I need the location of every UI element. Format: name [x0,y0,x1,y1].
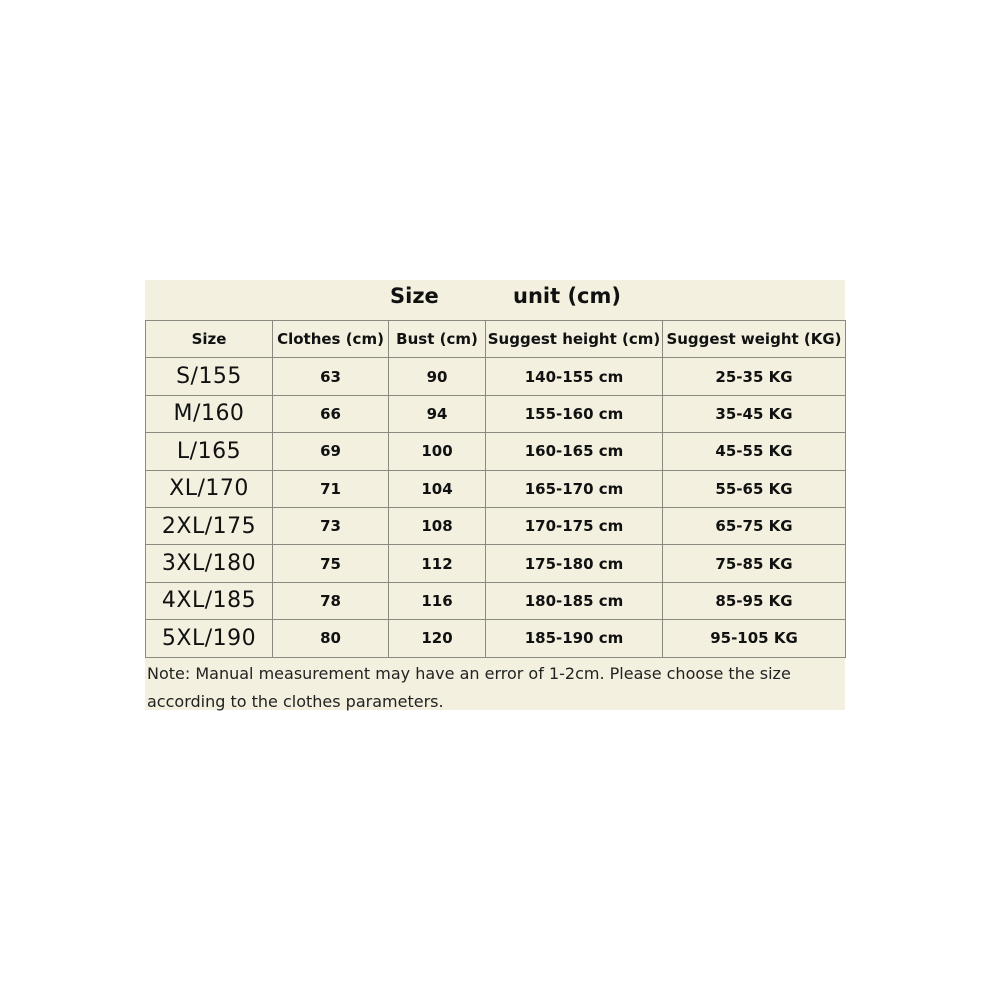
table-row [146,358,846,395]
size-chart [145,280,845,710]
clothes-cell: 71 [273,470,389,507]
measurement-note [147,660,837,716]
clothes-cell: 63 [273,358,389,395]
header-row [146,321,846,358]
header-height: Suggest height (cm) [486,321,663,358]
weight-cell: 25-35 KG [663,358,846,395]
bust-cell: 104 [389,470,486,507]
header-bust: Bust (cm) [389,321,486,358]
size-cell: L/165 [146,433,273,470]
height-cell: 185-190 cm [486,620,663,657]
size-cell: XL/170 [146,470,273,507]
table-row [146,395,846,432]
size-cell: 4XL/185 [146,582,273,619]
size-cell: 5XL/190 [146,620,273,657]
weight-cell: 95-105 KG [663,620,846,657]
size-cell: M/160 [146,395,273,432]
clothes-cell: 66 [273,395,389,432]
height-cell: 170-175 cm [486,507,663,544]
bust-cell: 112 [389,545,486,582]
clothes-cell: 78 [273,582,389,619]
table-row [146,545,846,582]
height-cell: 160-165 cm [486,433,663,470]
weight-cell: 75-85 KG [663,545,846,582]
title-size: Size [390,284,439,308]
header-weight: Suggest weight (KG) [663,321,846,358]
title-unit: unit (cm) [513,284,621,308]
size-cell: 2XL/175 [146,507,273,544]
clothes-cell: 69 [273,433,389,470]
table-row [146,470,846,507]
height-cell: 155-160 cm [486,395,663,432]
bust-cell: 90 [389,358,486,395]
bust-cell: 100 [389,433,486,470]
size-cell: 3XL/180 [146,545,273,582]
bust-cell: 116 [389,582,486,619]
weight-cell: 45-55 KG [663,433,846,470]
note-line-1: Note: Manual measurement may have an error of 1-2cm. Please choose the size [147,664,791,683]
bust-cell: 108 [389,507,486,544]
height-cell: 180-185 cm [486,582,663,619]
size-cell: S/155 [146,358,273,395]
clothes-cell: 73 [273,507,389,544]
height-cell: 165-170 cm [486,470,663,507]
weight-cell: 35-45 KG [663,395,846,432]
table-row [146,507,846,544]
weight-cell: 55-65 KG [663,470,846,507]
weight-cell: 65-75 KG [663,507,846,544]
note-line-2: according to the clothes parameters. [147,692,444,711]
table-row [146,433,846,470]
weight-cell: 85-95 KG [663,582,846,619]
size-table [145,320,846,658]
table-row [146,620,846,657]
clothes-cell: 80 [273,620,389,657]
clothes-cell: 75 [273,545,389,582]
height-cell: 140-155 cm [486,358,663,395]
table-row [146,582,846,619]
chart-title [145,280,845,320]
header-clothes: Clothes (cm) [273,321,389,358]
bust-cell: 94 [389,395,486,432]
header-size: Size [146,321,273,358]
height-cell: 175-180 cm [486,545,663,582]
bust-cell: 120 [389,620,486,657]
